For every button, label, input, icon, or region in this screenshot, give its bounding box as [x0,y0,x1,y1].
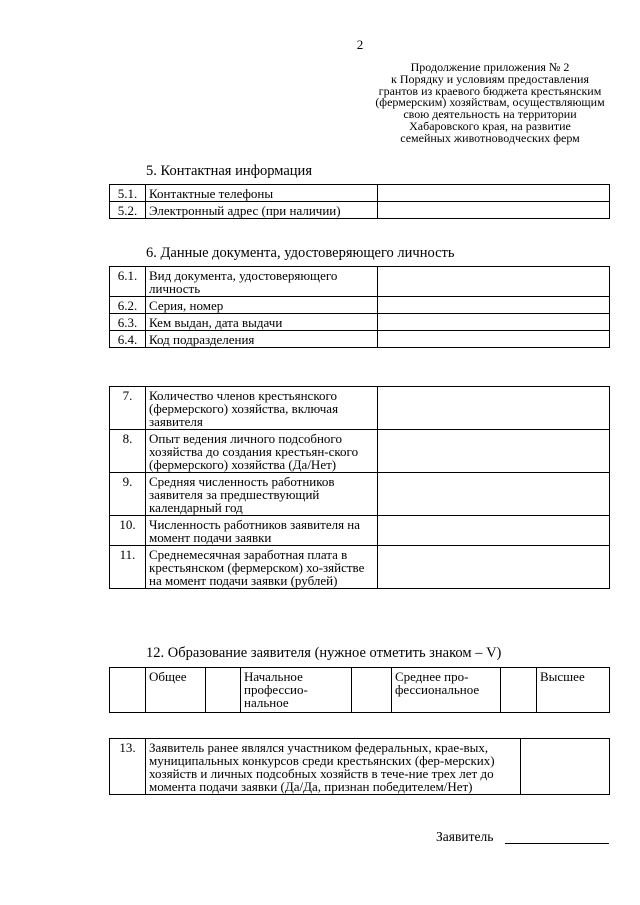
row-label: Контактные телефоны [146,185,378,202]
email-field[interactable] [378,202,610,219]
row-number: 6.3. [110,314,146,331]
farm-info-table [109,386,610,589]
appendix-line: грантов из краевого бюджета крестьянским [378,83,602,98]
table-row [110,202,610,219]
table-row [110,430,610,473]
household-experience-field[interactable] [378,430,610,473]
row-number: 7. [110,387,146,430]
row-label: Опыт ведения личного подсобного хозяйства до создания крестьян-ского (фермерского) хозяйства (Да/Нет) [146,430,378,473]
row-label: Среднемесячная заработная плата в крестьянском (фермерском) хо-зяйстве на момент подачи заявки (рублей) [146,546,378,589]
table-row [110,185,610,202]
table-row [110,297,610,314]
row-number: 11. [110,546,146,589]
row-number: 6.2. [110,297,146,314]
document-type-field[interactable] [378,267,610,297]
table-row [110,546,610,589]
appendix-line: семейных животноводческих ферм [400,130,580,145]
row-number: 9. [110,473,146,516]
row-number: 5.2. [110,202,146,219]
row-label: Электронный адрес (при наличии) [146,202,378,219]
average-salary-field[interactable] [378,546,610,589]
education-primary-vocational-checkbox[interactable] [206,668,241,713]
identity-document-table [109,266,610,348]
issued-by-field[interactable] [378,314,610,331]
table-row [110,267,610,297]
contact-phones-field[interactable] [378,185,610,202]
row-number: 8. [110,430,146,473]
employees-count-field[interactable] [378,516,610,546]
row-number: 6.1. [110,267,146,297]
appendix-line: свою деятельность на территории [403,107,577,122]
section6-heading: 6. Данные документа, удостоверяющего личность [146,245,455,261]
row-label: Заявитель ранее являлся участником федеральных, крае-вых, муниципальных конкурсов среди крестьянских (фер-мерских) хозяйств и личных подсобных хозяйств в тече-ние трех лет до момента подачи заявки (Да/Да, признан победителем/Нет) [146,739,521,795]
contact-info-table [109,184,610,219]
table-row [110,314,610,331]
appendix-line: Продолжение приложения № 2 [410,60,570,74]
table-row [110,331,610,348]
education-secondary-vocational-label: Среднее про-фессиональное [392,668,501,713]
row-label: Серия, номер [146,297,378,314]
row-number: 10. [110,516,146,546]
section5-heading: 5. Контактная информация [146,163,312,179]
page-number: 2 [356,37,364,52]
division-code-field[interactable] [378,331,610,348]
members-count-field[interactable] [378,387,610,430]
row-number: 6.4. [110,331,146,348]
appendix-line: Хабаровского края, на развитие [409,118,571,133]
education-table [109,667,610,713]
education-primary-vocational-label: Начальное профессио-нальное [241,668,352,713]
education-secondary-vocational-checkbox[interactable] [352,668,392,713]
table-row [110,739,610,795]
contest-participation-field[interactable] [521,739,610,795]
appendix-line: (фермерским) хозяйствам, осуществляющим [375,95,605,110]
row-label: Средняя численность работников заявителя за предшествующий календарный год [146,473,378,516]
row-number: 13. [110,739,146,795]
series-number-field[interactable] [378,297,610,314]
education-higher-checkbox[interactable] [501,668,537,713]
average-employees-field[interactable] [378,473,610,516]
table-row [110,668,610,713]
row-label: Вид документа, удостоверяющего личность [146,267,378,297]
row-label: Численность работников заявителя на момент подачи заявки [146,516,378,546]
row-label: Количество членов крестьянского (фермерского) хозяйства, включая заявителя [146,387,378,430]
section12-heading: 12. Образование заявителя (нужное отметить знаком – V) [146,645,502,661]
signature-line[interactable] [505,843,609,844]
education-higher-label: Высшее [537,668,610,713]
contest-participation-table [109,738,610,795]
education-general-checkbox[interactable] [110,668,146,713]
table-row [110,473,610,516]
row-label: Код подразделения [146,331,378,348]
table-row [110,516,610,546]
applicant-label: Заявитель [436,829,494,844]
appendix-line: к Порядку и условиям предоставления [391,71,589,86]
row-number: 5.1. [110,185,146,202]
education-general-label: Общее [146,668,206,713]
row-label: Кем выдан, дата выдачи [146,314,378,331]
table-row [110,387,610,430]
appendix-caption [370,62,610,145]
